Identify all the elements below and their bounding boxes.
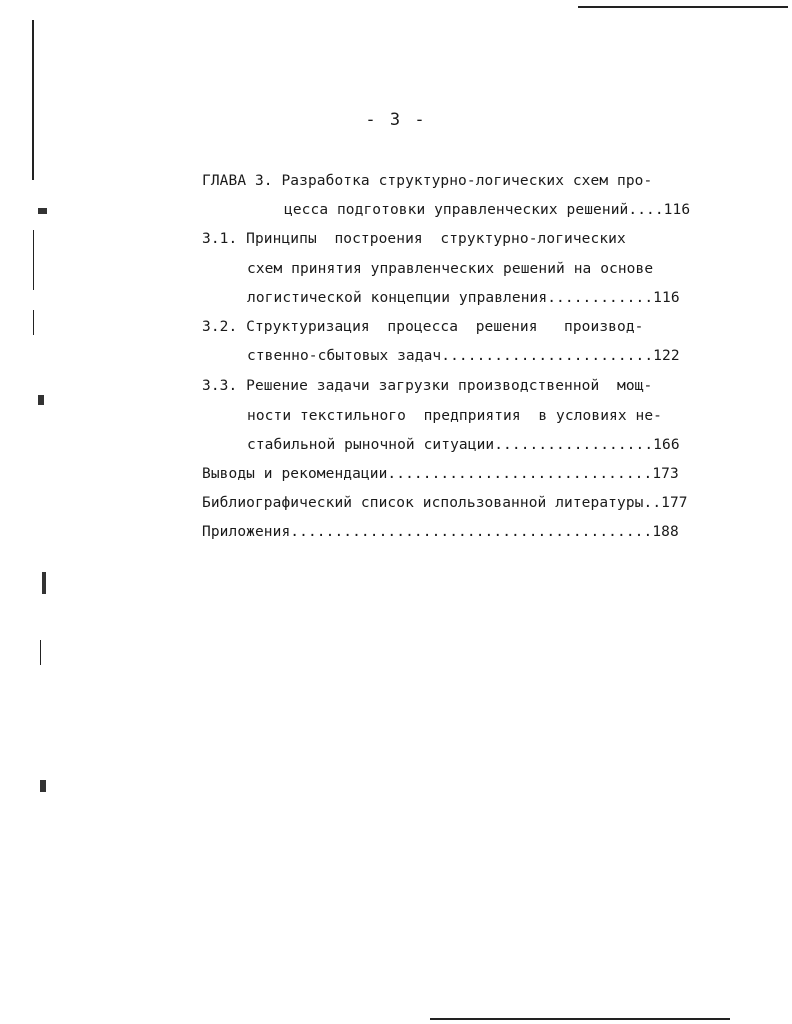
scan-speck (42, 572, 46, 594)
toc-line: 3.3. Решение задачи загрузки производственной мощ- (202, 378, 653, 394)
scan-speck (40, 780, 46, 792)
toc-line: цесса подготовки управленческих решений....116 (284, 202, 691, 218)
scan-speck (38, 395, 44, 405)
toc-line: Библиографический список использованной литературы..177 (202, 495, 688, 511)
toc-line: логистической концепции управления............116 (247, 290, 680, 306)
scan-bottom-edge-line (430, 1018, 730, 1020)
scan-left-margin-line-4 (40, 640, 41, 665)
toc-line: Выводы и рекомендации..............................173 (202, 466, 679, 482)
toc-line: ности текстильного предприятия в условиях не- (247, 408, 662, 424)
toc-line: Приложения.........................................188 (202, 524, 679, 540)
page-number: - 3 - (365, 110, 427, 130)
toc-line: 3.1. Принципы построения структурно-логических (202, 231, 626, 247)
scan-speck (38, 208, 47, 214)
scan-left-margin-line-3 (33, 310, 34, 335)
scan-left-margin-line (32, 20, 34, 180)
toc-line: 3.2. Структуризация процесса решения производ- (202, 319, 644, 335)
toc-line: ственно-сбытовых задач........................122 (247, 348, 680, 364)
scan-top-edge-line (578, 6, 788, 8)
toc-line: стабильной рыночной ситуации..................166 (247, 437, 680, 453)
toc-line: ГЛАВА 3. Разработка структурно-логических схем про- (202, 173, 653, 189)
toc-line: схем принятия управленческих решений на основе (247, 261, 654, 277)
scan-left-margin-line-2 (33, 230, 34, 290)
